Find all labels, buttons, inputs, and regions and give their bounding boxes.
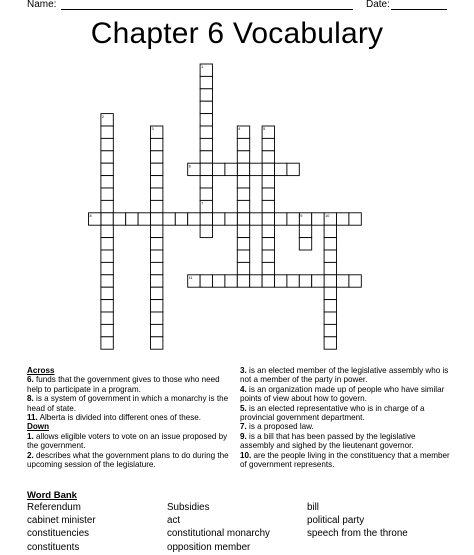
grid-number: 5	[263, 127, 266, 132]
grid-cell[interactable]	[200, 188, 212, 200]
grid-cell[interactable]	[101, 238, 113, 250]
grid-cell[interactable]	[200, 89, 212, 101]
clue-number: 3.	[240, 366, 247, 375]
grid-cell[interactable]	[237, 275, 249, 287]
grid-cell[interactable]	[275, 275, 287, 287]
word-bank-item: Subsidies	[167, 502, 210, 513]
word-bank-item: opposition member	[167, 541, 251, 553]
grid-cell[interactable]	[138, 213, 150, 225]
grid-cell[interactable]	[151, 213, 163, 225]
grid-cell[interactable]	[262, 225, 274, 237]
grid-cell[interactable]	[250, 163, 262, 175]
grid-cell[interactable]	[262, 163, 274, 175]
word-bank-item: act	[167, 515, 181, 527]
word-bank-item: constituencies	[27, 528, 90, 540]
grid-cell[interactable]	[262, 200, 274, 212]
grid-cell[interactable]	[324, 225, 336, 237]
grid-cell[interactable]	[101, 262, 113, 274]
grid-cell[interactable]	[151, 225, 163, 237]
grid-cell[interactable]	[262, 176, 274, 188]
clue-item	[240, 432, 450, 451]
grid-cell[interactable]	[262, 275, 274, 287]
word-bank-item: constitutional monarchy	[167, 528, 270, 540]
grid-cell[interactable]	[225, 163, 237, 175]
clues-right	[240, 366, 450, 469]
word-bank-item: Referendum	[27, 502, 81, 513]
grid-cell[interactable]	[163, 213, 175, 225]
grid-cell[interactable]	[237, 138, 249, 150]
grid-cell[interactable]	[213, 163, 225, 175]
grid-cell[interactable]	[250, 275, 262, 287]
grid-cell[interactable]	[262, 262, 274, 274]
grid-cell[interactable]	[213, 213, 225, 225]
clue-item	[27, 394, 233, 413]
date-label: Date:	[366, 0, 390, 10]
clue-number: 8.	[27, 394, 34, 404]
grid-cell[interactable]	[324, 324, 336, 336]
grid-number: 4	[238, 127, 241, 132]
clue-text: allows eligible voters to vote on an issue proposed by the government.	[27, 431, 228, 451]
grid-cell[interactable]	[101, 188, 113, 200]
grid-cell[interactable]	[175, 213, 187, 225]
grid-cell[interactable]	[101, 126, 113, 138]
grid-number: 9	[300, 214, 303, 218]
grid-cell[interactable]	[262, 138, 274, 150]
grid-cell[interactable]	[101, 287, 113, 299]
grid-cell[interactable]	[324, 287, 336, 299]
grid-cell[interactable]	[151, 262, 163, 274]
grid-cell[interactable]	[262, 188, 274, 200]
grid-number: 6	[188, 164, 191, 169]
word-bank-item: cabinet minister	[27, 515, 96, 527]
grid-cell[interactable]	[237, 250, 249, 262]
grid-cell[interactable]	[200, 126, 212, 138]
clue-number: 7.	[240, 422, 247, 432]
grid-cell[interactable]	[299, 238, 311, 250]
grid-cell[interactable]	[113, 213, 125, 225]
grid-cell[interactable]	[101, 163, 113, 175]
grid-cell[interactable]	[188, 213, 200, 225]
clue-number: 9.	[240, 431, 247, 441]
clue-item	[240, 451, 450, 470]
clue-number: 4.	[240, 384, 247, 394]
grid-cell[interactable]	[287, 163, 299, 175]
grid-cell[interactable]	[213, 275, 225, 287]
grid-cell[interactable]	[101, 225, 113, 237]
grid-cell[interactable]	[200, 151, 212, 163]
clue-item	[240, 422, 450, 431]
word-bank-item: political party	[307, 515, 365, 527]
grid-cell[interactable]	[262, 238, 274, 250]
grid-cell[interactable]	[200, 176, 212, 188]
clue-text: Alberta is divided into different ones of these.	[37, 413, 201, 423]
grid-cell[interactable]	[151, 163, 163, 175]
grid-cell[interactable]	[237, 176, 249, 188]
grid-number: 10	[325, 214, 330, 218]
grid-cell[interactable]	[151, 250, 163, 262]
clue-number: 6.	[27, 375, 34, 385]
grid-cell[interactable]	[151, 275, 163, 287]
grid-cell[interactable]	[200, 163, 212, 175]
grid-cell[interactable]	[349, 213, 361, 225]
clue-item	[240, 385, 450, 404]
grid-cell[interactable]	[200, 138, 212, 150]
clues-left	[27, 366, 233, 469]
grid-cell[interactable]	[101, 200, 113, 212]
grid-cell[interactable]	[262, 213, 274, 225]
grid-cell[interactable]	[324, 262, 336, 274]
grid-cell[interactable]	[299, 275, 311, 287]
word-bank-heading: Word Bank	[27, 490, 77, 501]
grid-cell[interactable]	[151, 188, 163, 200]
clue-item	[240, 366, 450, 385]
grid-cell[interactable]	[237, 225, 249, 237]
across-heading: Across	[27, 366, 55, 375]
grid-cell[interactable]	[337, 275, 349, 287]
grid-cell[interactable]	[237, 188, 249, 200]
clue-text: is a bill that has been passed by the legislative assembly and sighed by the lieutenant governor.	[240, 431, 416, 451]
grid-cell[interactable]	[101, 138, 113, 150]
grid-cell[interactable]	[299, 225, 311, 237]
grid-cell[interactable]	[312, 213, 324, 225]
grid-cell[interactable]	[200, 225, 212, 237]
clue-item	[27, 413, 233, 422]
clue-text: funds that the government gives to those who need help to participate in a program.	[27, 375, 220, 394]
grid-number: 1	[201, 65, 204, 70]
grid-cell[interactable]	[225, 213, 237, 225]
grid-cell[interactable]	[151, 337, 163, 349]
grid-number: 8	[89, 214, 92, 218]
grid-number: 11	[188, 276, 193, 280]
grid-number: 2	[101, 114, 105, 119]
grid-cell[interactable]	[237, 200, 249, 212]
grid-cell[interactable]	[151, 138, 163, 150]
grid-cell[interactable]	[349, 275, 361, 287]
grid-cell[interactable]	[151, 176, 163, 188]
grid-cell[interactable]	[200, 275, 212, 287]
grid-cell[interactable]	[324, 300, 336, 312]
grid-cell[interactable]	[262, 151, 274, 163]
clue-number: 5.	[240, 403, 247, 413]
word-bank-item: constituents	[27, 541, 80, 553]
grid-cell[interactable]	[151, 238, 163, 250]
grid-cell[interactable]	[287, 275, 299, 287]
grid-cell[interactable]	[237, 238, 249, 250]
grid-cell[interactable]	[101, 300, 113, 312]
name-label: Name:	[27, 0, 57, 10]
grid-cell[interactable]	[262, 250, 274, 262]
grid-number: 3	[151, 127, 154, 132]
grid-cell[interactable]	[151, 300, 163, 312]
grid-cell[interactable]	[101, 324, 113, 336]
grid-cell[interactable]	[225, 275, 237, 287]
grid-cell[interactable]	[275, 213, 287, 225]
grid-cell[interactable]	[337, 213, 349, 225]
grid-cell[interactable]	[324, 337, 336, 349]
clue-text: is a proposed law.	[246, 422, 314, 432]
grid-cell[interactable]	[250, 213, 262, 225]
grid-cell[interactable]	[324, 312, 336, 324]
grid-cell[interactable]	[324, 250, 336, 262]
grid-cell[interactable]	[101, 312, 113, 324]
grid-cell[interactable]	[101, 176, 113, 188]
clue-item	[27, 451, 233, 470]
grid-cell[interactable]	[101, 151, 113, 163]
grid-cell[interactable]	[151, 312, 163, 324]
clue-number: 2.	[27, 450, 34, 460]
clue-item	[240, 404, 450, 423]
grid-cell[interactable]	[324, 238, 336, 250]
down-heading: Down	[27, 422, 50, 432]
grid-cell[interactable]	[237, 163, 249, 175]
clue-text: is an organization made up of people who have similar points of view about how to govern.	[240, 384, 445, 404]
clue-item	[27, 432, 233, 451]
clue-item	[27, 375, 233, 394]
grid-number: 7	[201, 201, 204, 206]
grid-cell[interactable]	[237, 262, 249, 274]
clue-text: is an elected member of the legislative assembly who is not a member of the party in power.	[240, 366, 449, 385]
clue-number: 10.	[240, 450, 252, 460]
grid-cell[interactable]	[324, 275, 336, 287]
word-bank-item: bill	[307, 502, 319, 513]
grid-cell[interactable]	[200, 114, 212, 126]
grid-cell[interactable]	[101, 213, 113, 225]
grid-cell[interactable]	[151, 151, 163, 163]
grid-cell[interactable]	[101, 275, 113, 287]
clue-number: 11.	[27, 413, 38, 423]
grid-cell[interactable]	[200, 76, 212, 88]
grid-cell[interactable]	[126, 213, 138, 225]
page-title: Chapter 6 Vocabulary	[90, 17, 384, 50]
grid-cell[interactable]	[287, 213, 299, 225]
clue-text: is an elected representative who is in charge of a provincial government department.	[240, 403, 425, 423]
clue-number: 1.	[27, 431, 34, 441]
grid-cell[interactable]	[101, 250, 113, 262]
grid-cell[interactable]	[200, 213, 212, 225]
grid-cell[interactable]	[151, 287, 163, 299]
grid-cell[interactable]	[151, 324, 163, 336]
clue-text: describes what the government plans to do during the upcoming session of the legislature.	[27, 450, 229, 470]
grid-cell[interactable]	[101, 337, 113, 349]
clue-text: are the people living in the constituency that a member of government represents.	[240, 450, 450, 470]
grid-cell[interactable]	[151, 200, 163, 212]
grid-cell[interactable]	[312, 275, 324, 287]
grid-cell[interactable]	[237, 151, 249, 163]
grid-cell[interactable]	[200, 101, 212, 113]
grid-cell[interactable]	[275, 163, 287, 175]
grid-cell[interactable]	[237, 213, 249, 225]
word-bank-item: speech from the throne	[307, 528, 408, 540]
clue-text: is a system of government in which a monarchy is the head of state.	[27, 394, 229, 413]
